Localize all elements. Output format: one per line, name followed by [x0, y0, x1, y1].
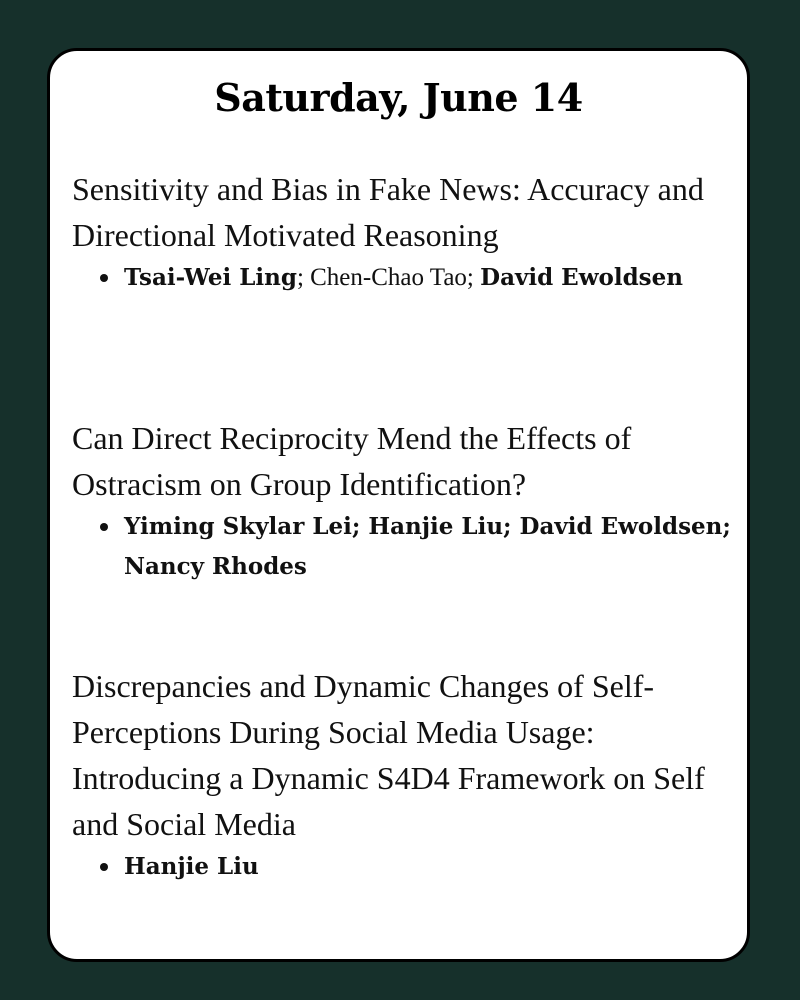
author-list — [72, 847, 742, 887]
author-separator: ; Chen-Chao Tao; — [296, 264, 481, 291]
author-list — [72, 507, 742, 587]
author-list-item — [72, 847, 742, 887]
author-name: Hanjie Liu — [124, 853, 259, 880]
session-title: Sensitivity and Bias in Fake News: Accuracy and Directional Motivated Reasoning — [72, 171, 704, 253]
session-2 — [72, 415, 742, 587]
session-1 — [72, 166, 742, 298]
bullet-icon — [100, 863, 108, 871]
bullet-icon — [100, 274, 108, 282]
author-name: David Ewoldsen — [480, 264, 683, 291]
author-name: Yiming Skylar Lei; Hanjie Liu; David Ewoldsen; Nancy Rhodes — [124, 513, 731, 580]
session-title: Discrepancies and Dynamic Changes of Self-Perceptions During Social Media Usage: Introducing a Dynamic S4D4 Framework on Self and Social Media — [72, 668, 705, 842]
author-list — [72, 258, 742, 298]
session-3 — [72, 663, 742, 887]
author-list-item — [72, 258, 742, 298]
schedule-card — [47, 48, 750, 962]
session-title: Can Direct Reciprocity Mend the Effects of Ostracism on Group Identification? — [72, 420, 632, 502]
bullet-icon — [100, 523, 108, 531]
author-name: Tsai-Wei Ling — [124, 264, 297, 291]
page-title: Saturday, June 14 — [214, 75, 583, 120]
author-list-item — [72, 507, 742, 587]
